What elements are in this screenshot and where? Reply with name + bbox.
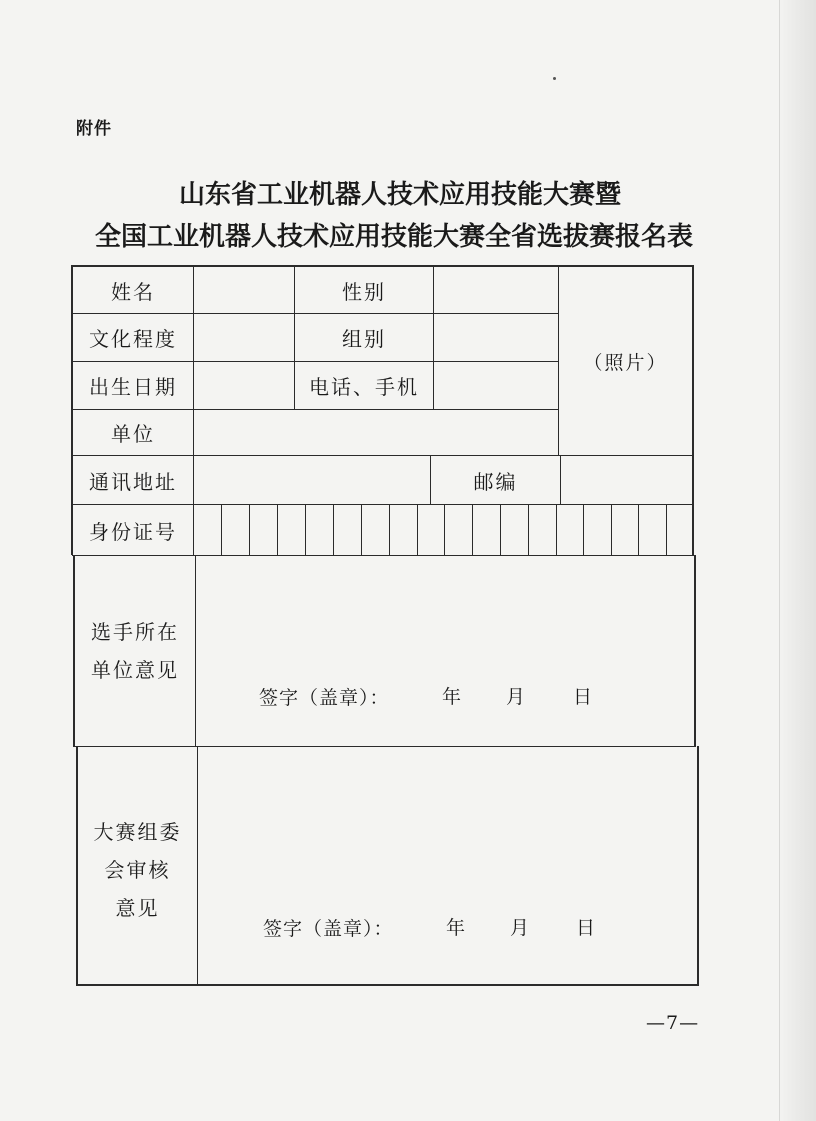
unit-label: 单位 <box>111 422 155 446</box>
committee-label-line2: 会审核 <box>104 858 171 882</box>
gender-label: 性别 <box>342 279 386 304</box>
page-number: —7— <box>646 1012 700 1034</box>
page-edge-line <box>779 0 780 1121</box>
unit-day-label: 日 <box>573 686 594 708</box>
committee-signature-label: 签字（盖章）： <box>263 918 394 940</box>
id-number-label: 身份证号 <box>89 519 177 544</box>
scan-speck <box>553 77 556 80</box>
phone-label: 电话、手机 <box>309 375 419 399</box>
unit-opinion-label-line2: 单位意见 <box>91 658 179 682</box>
committee-label-line3: 意见 <box>115 896 160 920</box>
committee-year-label: 年 <box>446 917 467 939</box>
committee-month-label: 月 <box>510 917 531 939</box>
unit-month-label: 月 <box>506 686 527 708</box>
birthdate-label: 出生日期 <box>89 375 177 399</box>
committee-opinion-label <box>78 808 197 932</box>
unit-opinion-label-line1: 选手所在 <box>91 620 179 644</box>
unit-opinion-label <box>75 556 195 746</box>
name-label: 姓名 <box>111 279 155 304</box>
form-title-line2: 全国工业机器人技术应用技能大赛全省选拔赛报名表 <box>94 222 693 252</box>
page-edge-shadow <box>778 0 816 1121</box>
education-label: 文化程度 <box>89 327 177 351</box>
address-label: 通讯地址 <box>89 469 177 494</box>
committee-label-line1: 大赛组委 <box>93 820 182 844</box>
committee-day-label: 日 <box>576 917 597 939</box>
group-label: 组别 <box>342 327 386 351</box>
unit-year-label: 年 <box>442 686 463 708</box>
unit-signature-label: 签字（盖章）： <box>259 687 390 709</box>
postcode-label: 邮编 <box>473 469 518 494</box>
photo-placeholder: （照片） <box>583 351 668 374</box>
form-title-line1: 山东省工业机器人技术应用技能大赛暨 <box>178 180 621 210</box>
annex-label: 附件 <box>76 119 112 139</box>
